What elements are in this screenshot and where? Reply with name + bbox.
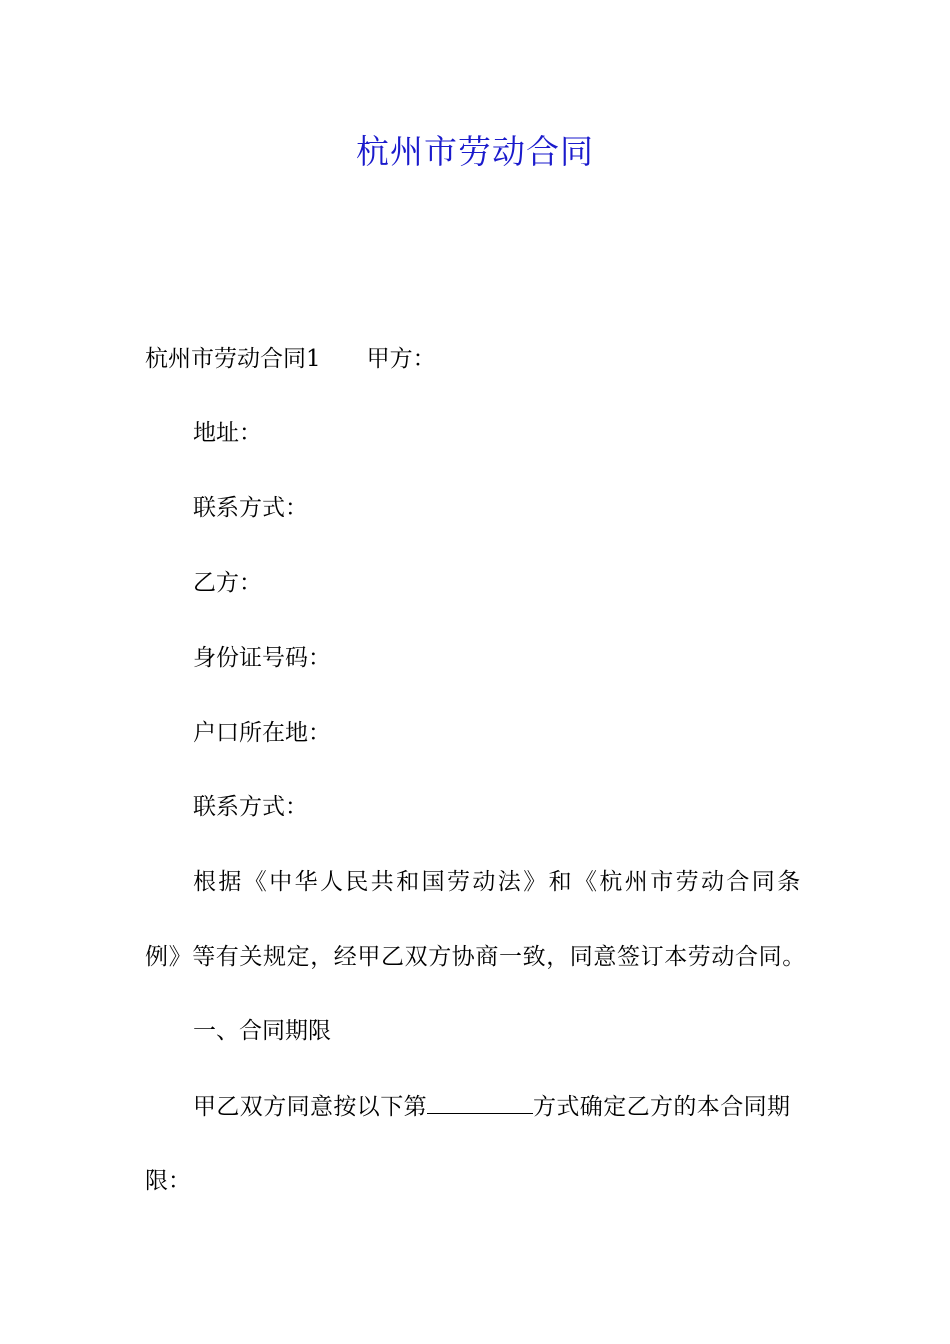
party-a-label: 甲方： xyxy=(366,346,436,372)
contact-a-label: 联系方式： xyxy=(193,495,308,521)
party-b-label: 乙方： xyxy=(193,570,262,596)
contact-b-label: 联系方式： xyxy=(193,794,308,820)
address-label: 地址： xyxy=(193,420,262,446)
paragraph-2-text-before: 甲乙双方同意按以下第 xyxy=(193,1094,427,1120)
household-label: 户口所在地： xyxy=(193,720,331,746)
section-1-heading: 一、合同期限 xyxy=(193,1018,331,1044)
paragraph-1-line-2: 例》等有关规定，经甲乙双方协商一致，同意签订本劳动合同。 xyxy=(145,944,806,970)
fill-in-blank xyxy=(427,1091,533,1114)
paragraph-2-line-1 xyxy=(193,1091,790,1122)
paragraph-2-line-2: 限： xyxy=(145,1168,191,1194)
id-number-label: 身份证号码： xyxy=(193,645,331,671)
paragraph-1-line-1: 根据《中华人民共和国劳动法》和《杭州市劳动合同条 xyxy=(193,869,803,895)
contract-header-label: 杭州市劳动合同1 xyxy=(145,346,321,372)
header-line xyxy=(145,344,436,374)
paragraph-2-text-after: 方式确定乙方的本合同期 xyxy=(533,1094,791,1120)
document-title: 杭州市劳动合同 xyxy=(356,132,594,171)
